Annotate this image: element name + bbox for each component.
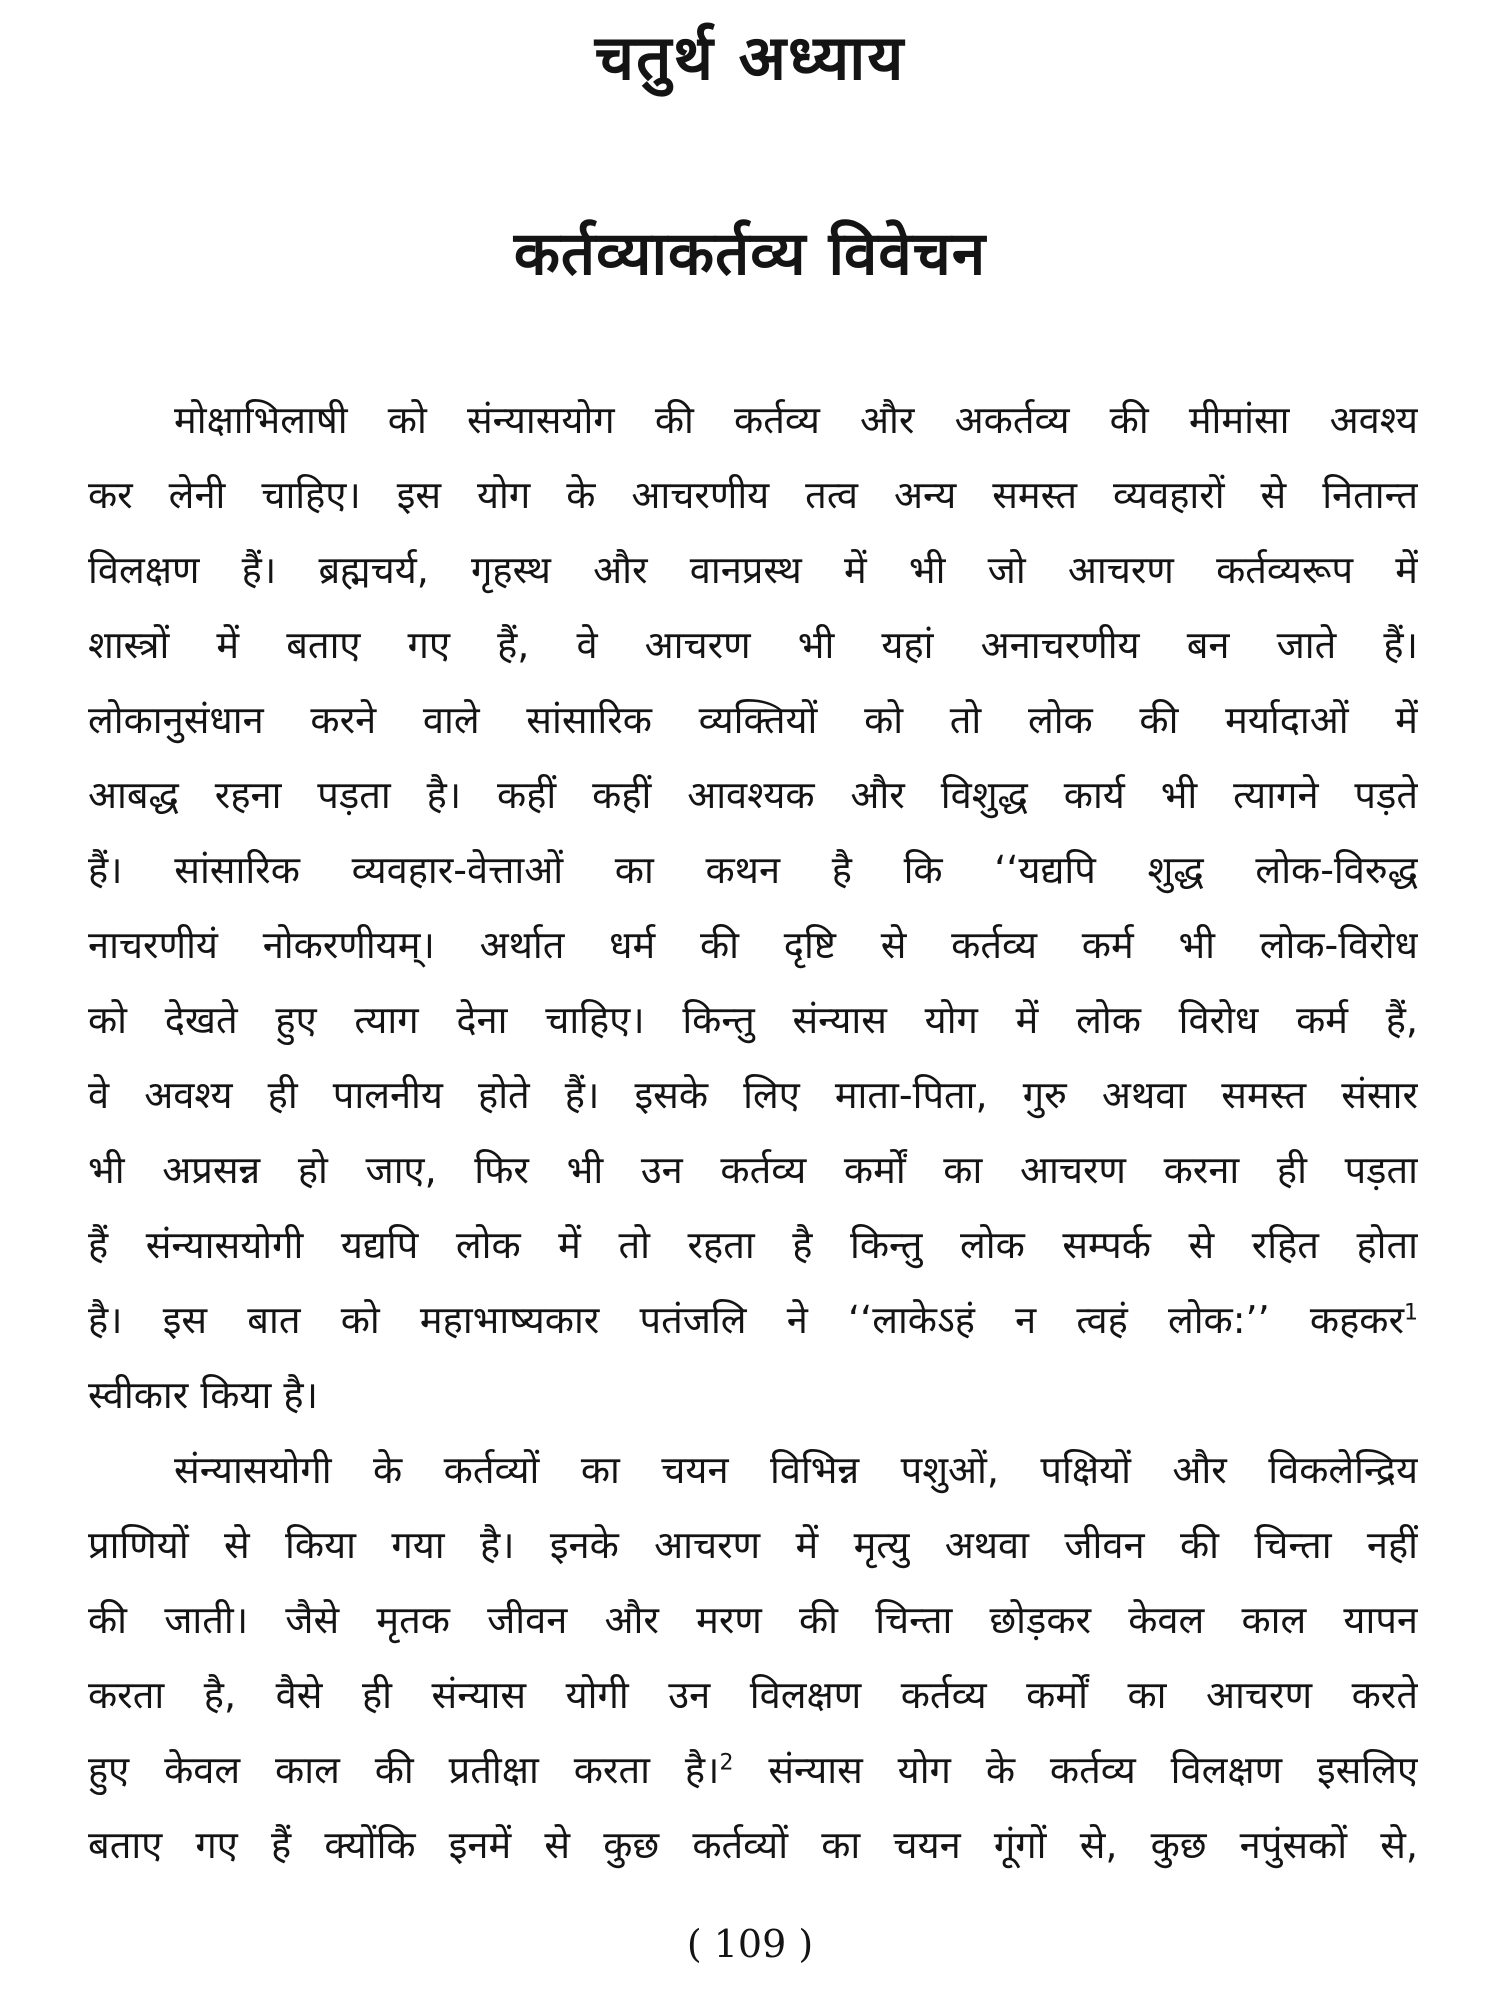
text-line: [88, 1283, 1418, 1358]
text-line: करता है, वैसे ही संन्यास योगी उन विलक्षण कर्तव्य कर्मों का आचरण करते: [88, 1673, 1418, 1717]
text-line: मोक्षाभिलाषी को संन्यासयोग की कर्तव्य और अकर्तव्य की मीमांसा अवश्य: [174, 398, 1418, 442]
text-line: हैं। सांसारिक व्यवहार-वेत्ताओं का कथन है कि ‘‘यद्यपि शुद्ध लोक-विरुद्ध: [88, 848, 1418, 892]
text-line: को देखते हुए त्याग देना चाहिए। किन्तु संन्यास योग में लोक विरोध कर्म हैं,: [88, 998, 1418, 1042]
text-line: बताए गए हैं क्योंकि इनमें से कुछ कर्तव्यों का चयन गूंगों से, कुछ नपुंसकों से,: [88, 1823, 1418, 1867]
line-text: है। इस बात को महाभाष्यकार पतंजलि ने ‘‘लाकेऽहं न त्वहं लोक:’’ कहकर: [88, 1298, 1404, 1342]
text-line: संन्यासयोगी के कर्तव्यों का चयन विभिन्न पशुओं, पक्षियों और विकलेन्द्रिय: [174, 1448, 1418, 1492]
text-line: हैं संन्यासयोगी यद्यपि लोक में तो रहता है किन्तु लोक सम्पर्क से रहित होता: [88, 1223, 1418, 1267]
text-line: वे अवश्य ही पालनीय होते हैं। इसके लिए माता-पिता, गुरु अथवा समस्त संसार: [88, 1073, 1418, 1117]
text-line: [88, 1733, 1418, 1808]
text-line: शास्त्रों में बताए गए हैं, वे आचरण भी यहां अनाचरणीय बन जाते हैं।: [88, 623, 1418, 667]
text-line: भी अप्रसन्न हो जाए, फिर भी उन कर्तव्य कर्मों का आचरण करना ही पड़ता: [88, 1148, 1418, 1192]
text-line: विलक्षण हैं। ब्रह्मचर्य, गृहस्थ और वानप्रस्थ में भी जो आचरण कर्तव्यरूप में: [88, 548, 1418, 592]
text-line: कर लेनी चाहिए। इस योग के आचरणीय तत्व अन्य समस्त व्यवहारों से नितान्त: [88, 473, 1418, 517]
text-line: नाचरणीयं नोकरणीयम्। अर्थात धर्म की दृष्टि से कर्तव्य कर्म भी लोक-विरोध: [88, 923, 1418, 967]
page-number: ( 109 ): [686, 1922, 814, 1966]
footnote-marker: 2: [719, 1750, 734, 1776]
section-title: कर्तव्याकर्तव्य विवेचन: [513, 219, 987, 289]
text-line: प्राणियों से किया गया है। इनके आचरण में मृत्यु अथवा जीवन की चिन्ता नहीं: [88, 1523, 1418, 1567]
chapter-title: चतुर्थ अध्याय: [594, 21, 906, 94]
text-line: लोकानुसंधान करने वाले सांसारिक व्यक्तियों को तो लोक की मर्यादाओं में: [88, 698, 1418, 742]
paragraph-2: [88, 1433, 1418, 1883]
footnote-marker: 1: [1404, 1300, 1418, 1326]
paragraph-1: [88, 383, 1418, 1433]
line-text: संन्यास योग के कर्तव्य विलक्षण इसलिए: [733, 1748, 1418, 1792]
line-text: हुए केवल काल की प्रतीक्षा करता है।: [88, 1748, 720, 1792]
text-line: आबद्ध रहना पड़ता है। कहीं कहीं आवश्यक और विशुद्ध कार्य भी त्यागने पड़ते: [88, 773, 1418, 817]
text-line: की जाती। जैसे मृतक जीवन और मरण की चिन्ता छोड़कर केवल काल यापन: [88, 1598, 1418, 1642]
text-line: स्वीकार किया है।: [88, 1373, 318, 1417]
